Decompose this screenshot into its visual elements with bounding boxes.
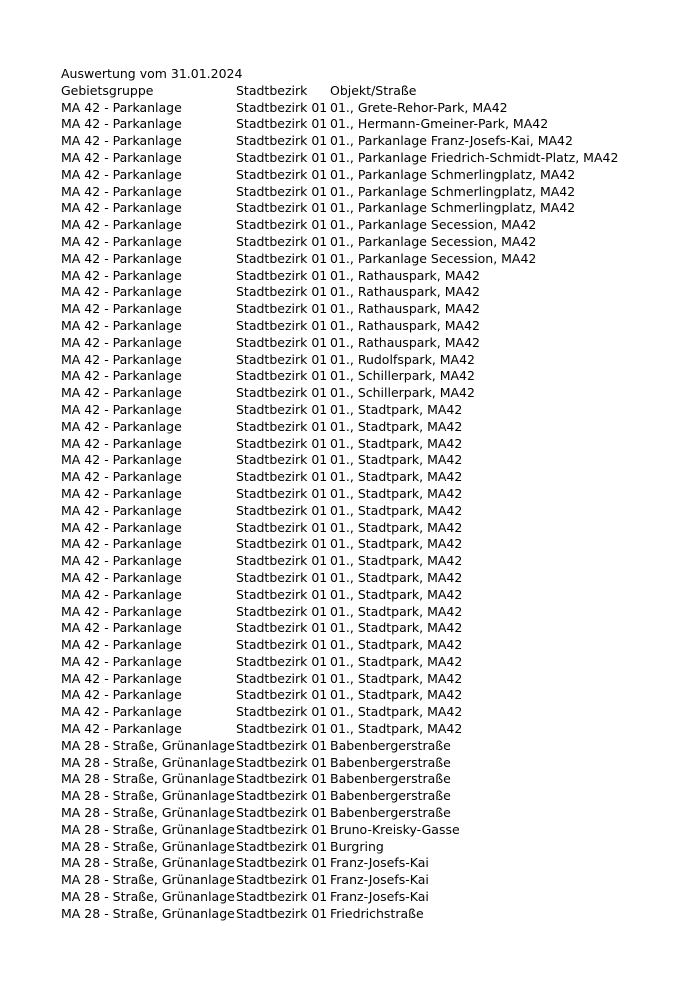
cell-group: MA 42 - Parkanlage bbox=[61, 418, 182, 434]
cell-group: MA 28 - Straße, Grünanlage bbox=[61, 771, 235, 787]
cell-object: 01., Parkanlage Schmerlingplatz, MA42 bbox=[330, 200, 576, 216]
cell-object: 01., Rudolfspark, MA42 bbox=[330, 351, 476, 367]
cell-group: MA 42 - Parkanlage bbox=[61, 452, 182, 468]
cell-group: MA 42 - Parkanlage bbox=[61, 569, 182, 585]
table-row bbox=[61, 637, 681, 654]
table-row bbox=[61, 872, 681, 889]
cell-district: Stadtbezirk 01 bbox=[236, 855, 328, 871]
cell-object: 01., Hermann-Gmeiner-Park, MA42 bbox=[330, 116, 549, 132]
cell-group: MA 42 - Parkanlage bbox=[61, 603, 182, 619]
table-row bbox=[61, 100, 681, 117]
table-row bbox=[61, 436, 681, 453]
table-row bbox=[61, 604, 681, 621]
cell-district: Stadtbezirk 01 bbox=[236, 653, 328, 669]
cell-object: Babenbergerstraße bbox=[330, 805, 451, 821]
cell-district: Stadtbezirk 01 bbox=[236, 872, 328, 888]
table-row bbox=[61, 352, 681, 369]
cell-district: Stadtbezirk 01 bbox=[236, 637, 328, 653]
table-row bbox=[61, 671, 681, 688]
cell-group: MA 28 - Straße, Grünanlage bbox=[61, 855, 235, 871]
cell-group: MA 42 - Parkanlage bbox=[61, 586, 182, 602]
cell-district: Stadtbezirk 01 bbox=[236, 368, 328, 384]
cell-object: 01., Rathauspark, MA42 bbox=[330, 317, 480, 333]
cell-group: MA 28 - Straße, Grünanlage bbox=[61, 805, 235, 821]
cell-district: Stadtbezirk 01 bbox=[236, 334, 328, 350]
table-row bbox=[61, 570, 681, 587]
table-row bbox=[61, 251, 681, 268]
cell-group: MA 42 - Parkanlage bbox=[61, 368, 182, 384]
cell-group: MA 42 - Parkanlage bbox=[61, 116, 182, 132]
cell-object: 01., Rathauspark, MA42 bbox=[330, 301, 480, 317]
cell-object: 01., Stadtpark, MA42 bbox=[330, 721, 463, 737]
cell-district: Stadtbezirk 01 bbox=[236, 267, 328, 283]
table-row bbox=[61, 771, 681, 788]
cell-group: MA 42 - Parkanlage bbox=[61, 469, 182, 485]
table-row bbox=[61, 520, 681, 537]
cell-district: Stadtbezirk 01 bbox=[236, 569, 328, 585]
cell-group: MA 42 - Parkanlage bbox=[61, 200, 182, 216]
cell-district: Stadtbezirk 01 bbox=[236, 536, 328, 552]
table-row bbox=[61, 217, 681, 234]
cell-object: Babenbergerstraße bbox=[330, 788, 451, 804]
cell-object: Bruno-Kreisky-Gasse bbox=[330, 821, 460, 837]
table-row bbox=[61, 385, 681, 402]
cell-district: Stadtbezirk 01 bbox=[236, 284, 328, 300]
report-title: Auswertung vom 31.01.2024 bbox=[61, 66, 243, 81]
cell-object: 01., Parkanlage Schmerlingplatz, MA42 bbox=[330, 183, 576, 199]
cell-object: 01., Stadtpark, MA42 bbox=[330, 670, 463, 686]
cell-group: MA 42 - Parkanlage bbox=[61, 401, 182, 417]
cell-district: Stadtbezirk 01 bbox=[236, 502, 328, 518]
cell-object: 01., Rathauspark, MA42 bbox=[330, 267, 480, 283]
table-row bbox=[61, 150, 681, 167]
cell-group: MA 42 - Parkanlage bbox=[61, 317, 182, 333]
table-row bbox=[61, 452, 681, 469]
table-row bbox=[61, 738, 681, 755]
cell-district: Stadtbezirk 01 bbox=[236, 469, 328, 485]
cell-object: 01., Rathauspark, MA42 bbox=[330, 334, 480, 350]
cell-district: Stadtbezirk 01 bbox=[236, 905, 328, 921]
cell-district: Stadtbezirk 01 bbox=[236, 519, 328, 535]
cell-object: 01., Stadtpark, MA42 bbox=[330, 620, 463, 636]
cell-group: MA 42 - Parkanlage bbox=[61, 233, 182, 249]
cell-district: Stadtbezirk 01 bbox=[236, 452, 328, 468]
cell-district: Stadtbezirk 01 bbox=[236, 183, 328, 199]
cell-district: Stadtbezirk 01 bbox=[236, 149, 328, 165]
cell-district: Stadtbezirk 01 bbox=[236, 418, 328, 434]
cell-group: MA 42 - Parkanlage bbox=[61, 620, 182, 636]
cell-object: 01., Parkanlage Secession, MA42 bbox=[330, 217, 537, 233]
cell-object: 01., Parkanlage Franz-Josefs-Kai, MA42 bbox=[330, 133, 573, 149]
cell-group: MA 28 - Straße, Grünanlage bbox=[61, 788, 235, 804]
table-row bbox=[61, 839, 681, 856]
table-row bbox=[61, 553, 681, 570]
cell-object: Babenbergerstraße bbox=[330, 737, 451, 753]
table-row bbox=[61, 822, 681, 839]
cell-district: Stadtbezirk 01 bbox=[236, 737, 328, 753]
cell-district: Stadtbezirk 01 bbox=[236, 553, 328, 569]
table-row bbox=[61, 301, 681, 318]
table-row bbox=[61, 234, 681, 251]
cell-district: Stadtbezirk 01 bbox=[236, 200, 328, 216]
cell-object: 01., Rathauspark, MA42 bbox=[330, 284, 480, 300]
table-row bbox=[61, 788, 681, 805]
cell-object: Franz-Josefs-Kai bbox=[330, 889, 429, 905]
cell-object: Franz-Josefs-Kai bbox=[330, 872, 429, 888]
cell-group: MA 42 - Parkanlage bbox=[61, 637, 182, 653]
cell-district: Stadtbezirk 01 bbox=[236, 838, 328, 854]
cell-object: 01., Stadtpark, MA42 bbox=[330, 435, 463, 451]
table-row bbox=[61, 402, 681, 419]
cell-district: Stadtbezirk 01 bbox=[236, 166, 328, 182]
cell-district: Stadtbezirk 01 bbox=[236, 721, 328, 737]
cell-object: 01., Parkanlage Secession, MA42 bbox=[330, 250, 537, 266]
cell-object: 01., Stadtpark, MA42 bbox=[330, 418, 463, 434]
cell-group: MA 42 - Parkanlage bbox=[61, 267, 182, 283]
cell-object: 01., Stadtpark, MA42 bbox=[330, 704, 463, 720]
header-row bbox=[61, 83, 681, 100]
cell-group: MA 42 - Parkanlage bbox=[61, 385, 182, 401]
table-row bbox=[61, 587, 681, 604]
cell-group: MA 42 - Parkanlage bbox=[61, 284, 182, 300]
cell-district: Stadtbezirk 01 bbox=[236, 317, 328, 333]
cell-object: Babenbergerstraße bbox=[330, 771, 451, 787]
cell-district: Stadtbezirk 01 bbox=[236, 603, 328, 619]
cell-object: 01., Schillerpark, MA42 bbox=[330, 368, 475, 384]
cell-object: 01., Parkanlage Schmerlingplatz, MA42 bbox=[330, 166, 576, 182]
table-row bbox=[61, 167, 681, 184]
cell-district: Stadtbezirk 01 bbox=[236, 771, 328, 787]
cell-object: Babenbergerstraße bbox=[330, 754, 451, 770]
report-page bbox=[61, 66, 681, 923]
table-row bbox=[61, 687, 681, 704]
cell-district: Stadtbezirk 01 bbox=[236, 385, 328, 401]
cell-object: 01., Stadtpark, MA42 bbox=[330, 469, 463, 485]
cell-district: Stadtbezirk 01 bbox=[236, 586, 328, 602]
table-row bbox=[61, 889, 681, 906]
cell-group: MA 42 - Parkanlage bbox=[61, 721, 182, 737]
table-row bbox=[61, 855, 681, 872]
table-row bbox=[61, 318, 681, 335]
cell-group: MA 42 - Parkanlage bbox=[61, 301, 182, 317]
table-row bbox=[61, 654, 681, 671]
report-table bbox=[61, 83, 681, 923]
cell-group: MA 42 - Parkanlage bbox=[61, 334, 182, 350]
cell-district: Stadtbezirk 01 bbox=[236, 704, 328, 720]
cell-district: Stadtbezirk 01 bbox=[236, 620, 328, 636]
cell-object: 01., Stadtpark, MA42 bbox=[330, 637, 463, 653]
table-row bbox=[61, 503, 681, 520]
cell-group: MA 42 - Parkanlage bbox=[61, 99, 182, 115]
cell-group: MA 42 - Parkanlage bbox=[61, 435, 182, 451]
cell-district: Stadtbezirk 01 bbox=[236, 301, 328, 317]
cell-object: 01., Stadtpark, MA42 bbox=[330, 536, 463, 552]
cell-object: 01., Stadtpark, MA42 bbox=[330, 569, 463, 585]
cell-district: Stadtbezirk 01 bbox=[236, 687, 328, 703]
cell-object: 01., Stadtpark, MA42 bbox=[330, 401, 463, 417]
cell-group: MA 42 - Parkanlage bbox=[61, 217, 182, 233]
cell-district: Stadtbezirk 01 bbox=[236, 889, 328, 905]
cell-object: 01., Stadtpark, MA42 bbox=[330, 687, 463, 703]
cell-object: 01., Parkanlage Friedrich-Schmidt-Platz, MA42 bbox=[330, 149, 619, 165]
table-row bbox=[61, 335, 681, 352]
table-row bbox=[61, 805, 681, 822]
cell-district: Stadtbezirk 01 bbox=[236, 133, 328, 149]
cell-object: Friedrichstraße bbox=[330, 905, 424, 921]
table-row bbox=[61, 368, 681, 385]
cell-district: Stadtbezirk 01 bbox=[236, 485, 328, 501]
cell-group: MA 28 - Straße, Grünanlage bbox=[61, 872, 235, 888]
table-row bbox=[61, 704, 681, 721]
cell-district: Stadtbezirk 01 bbox=[236, 351, 328, 367]
cell-object: 01., Stadtpark, MA42 bbox=[330, 485, 463, 501]
table-row bbox=[61, 486, 681, 503]
cell-group: MA 42 - Parkanlage bbox=[61, 250, 182, 266]
cell-group: MA 42 - Parkanlage bbox=[61, 166, 182, 182]
table-row bbox=[61, 184, 681, 201]
table-row bbox=[61, 200, 681, 217]
cell-group: MA 42 - Parkanlage bbox=[61, 704, 182, 720]
table-row bbox=[61, 755, 681, 772]
table-row bbox=[61, 419, 681, 436]
cell-object: 01., Stadtpark, MA42 bbox=[330, 553, 463, 569]
cell-object: 01., Stadtpark, MA42 bbox=[330, 502, 463, 518]
table-row bbox=[61, 469, 681, 486]
table-row bbox=[61, 906, 681, 923]
table-row bbox=[61, 133, 681, 150]
table-body bbox=[61, 100, 681, 923]
cell-group: MA 42 - Parkanlage bbox=[61, 133, 182, 149]
cell-object: 01., Stadtpark, MA42 bbox=[330, 519, 463, 535]
cell-group: MA 42 - Parkanlage bbox=[61, 553, 182, 569]
cell-district: Stadtbezirk 01 bbox=[236, 401, 328, 417]
cell-district: Stadtbezirk 01 bbox=[236, 754, 328, 770]
column-header-district: Stadtbezirk bbox=[236, 82, 308, 98]
cell-group: MA 42 - Parkanlage bbox=[61, 670, 182, 686]
cell-group: MA 42 - Parkanlage bbox=[61, 149, 182, 165]
cell-object: Burgring bbox=[330, 838, 384, 854]
cell-group: MA 42 - Parkanlage bbox=[61, 653, 182, 669]
cell-group: MA 28 - Straße, Grünanlage bbox=[61, 754, 235, 770]
cell-group: MA 28 - Straße, Grünanlage bbox=[61, 821, 235, 837]
cell-district: Stadtbezirk 01 bbox=[236, 670, 328, 686]
column-header-object: Objekt/Straße bbox=[330, 82, 417, 98]
cell-district: Stadtbezirk 01 bbox=[236, 217, 328, 233]
table-row bbox=[61, 620, 681, 637]
table-row bbox=[61, 536, 681, 553]
table-row bbox=[61, 284, 681, 301]
cell-group: MA 28 - Straße, Grünanlage bbox=[61, 737, 235, 753]
cell-group: MA 42 - Parkanlage bbox=[61, 519, 182, 535]
cell-object: Franz-Josefs-Kai bbox=[330, 855, 429, 871]
cell-group: MA 28 - Straße, Grünanlage bbox=[61, 838, 235, 854]
cell-district: Stadtbezirk 01 bbox=[236, 805, 328, 821]
table-row bbox=[61, 268, 681, 285]
cell-object: 01., Grete-Rehor-Park, MA42 bbox=[330, 99, 508, 115]
column-header-group: Gebietsgruppe bbox=[61, 82, 154, 98]
cell-district: Stadtbezirk 01 bbox=[236, 250, 328, 266]
cell-district: Stadtbezirk 01 bbox=[236, 99, 328, 115]
cell-group: MA 42 - Parkanlage bbox=[61, 687, 182, 703]
cell-object: 01., Stadtpark, MA42 bbox=[330, 452, 463, 468]
cell-object: 01., Schillerpark, MA42 bbox=[330, 385, 475, 401]
cell-object: 01., Stadtpark, MA42 bbox=[330, 603, 463, 619]
cell-group: MA 42 - Parkanlage bbox=[61, 485, 182, 501]
table-row bbox=[61, 116, 681, 133]
cell-group: MA 42 - Parkanlage bbox=[61, 183, 182, 199]
cell-group: MA 28 - Straße, Grünanlage bbox=[61, 905, 235, 921]
cell-object: 01., Stadtpark, MA42 bbox=[330, 586, 463, 602]
cell-group: MA 42 - Parkanlage bbox=[61, 502, 182, 518]
cell-object: 01., Parkanlage Secession, MA42 bbox=[330, 233, 537, 249]
table-header bbox=[61, 83, 681, 100]
cell-district: Stadtbezirk 01 bbox=[236, 788, 328, 804]
cell-district: Stadtbezirk 01 bbox=[236, 821, 328, 837]
cell-district: Stadtbezirk 01 bbox=[236, 233, 328, 249]
table-row bbox=[61, 721, 681, 738]
cell-district: Stadtbezirk 01 bbox=[236, 435, 328, 451]
cell-district: Stadtbezirk 01 bbox=[236, 116, 328, 132]
cell-object: 01., Stadtpark, MA42 bbox=[330, 653, 463, 669]
cell-group: MA 28 - Straße, Grünanlage bbox=[61, 889, 235, 905]
cell-group: MA 42 - Parkanlage bbox=[61, 351, 182, 367]
cell-group: MA 42 - Parkanlage bbox=[61, 536, 182, 552]
